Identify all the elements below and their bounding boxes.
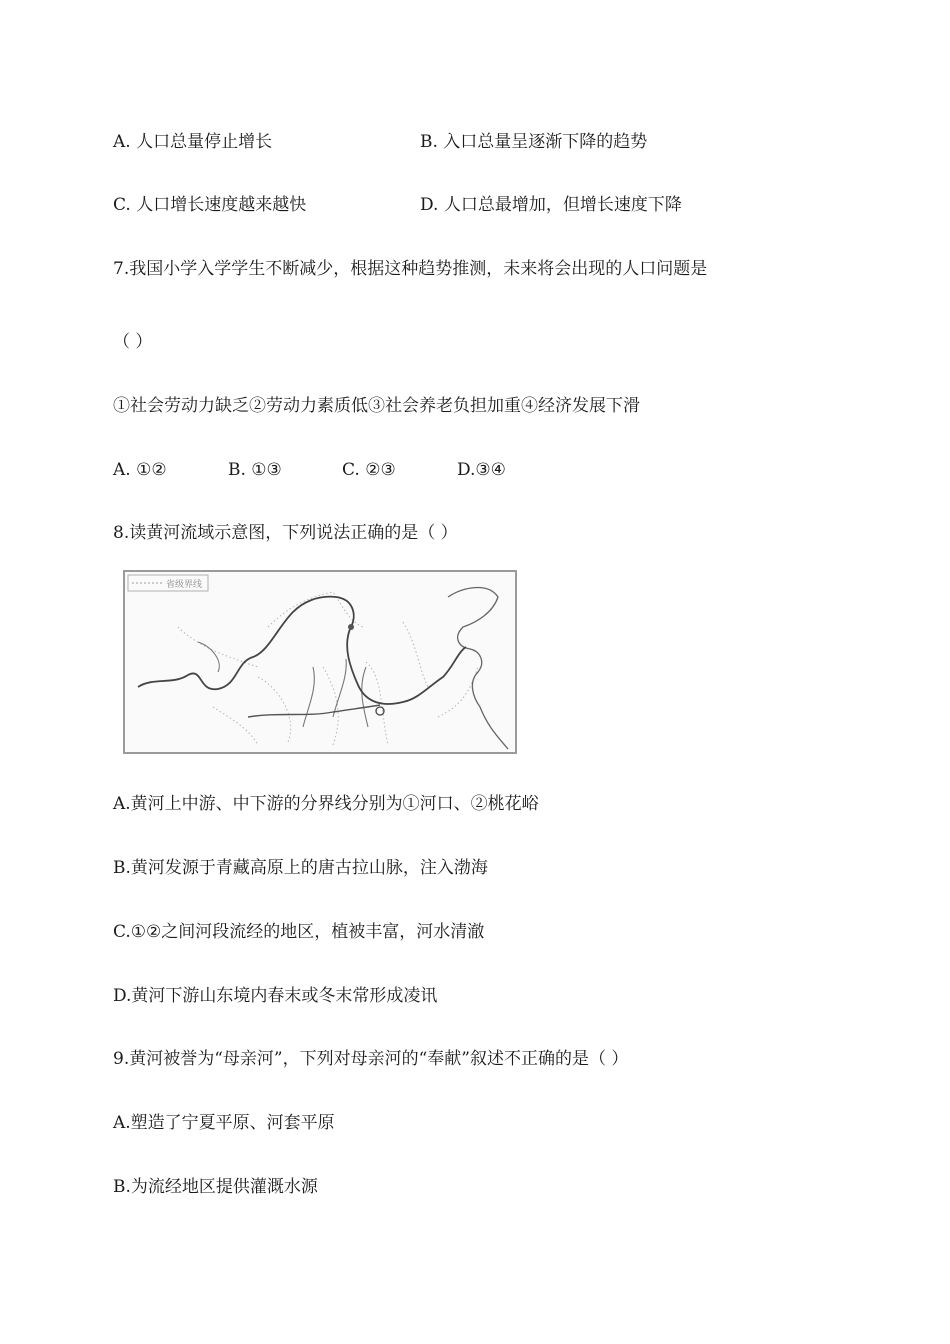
q7-statements: ①社会劳动力缺乏②劳动力素质低③社会养老负担加重④经济发展下滑 bbox=[113, 396, 640, 416]
q8-stem: 8.读黄河流域示意图，下列说法正确的是（ ） bbox=[113, 523, 458, 543]
q8-option-d: D.黄河下游山东境内春末或冬末常形成凌讯 bbox=[113, 986, 438, 1006]
marker-1-icon bbox=[348, 624, 354, 630]
q7-option-a: A. ①② bbox=[113, 460, 167, 480]
q7-option-b: B. ①③ bbox=[228, 460, 282, 480]
q7-answer-blank: （ ） bbox=[113, 332, 153, 352]
q7-option-c: C. ②③ bbox=[342, 460, 396, 480]
map-legend-label: 省级界线 bbox=[166, 580, 203, 590]
q6-option-d: D. 人口总最增加，但增长速度下降 bbox=[420, 195, 682, 215]
q6-option-c: C. 人口增长速度越来越快 bbox=[113, 195, 307, 215]
q8-option-c: C.①②之间河段流经的地区，植被丰富，河水清澈 bbox=[113, 922, 485, 942]
q8-option-a: A.黄河上中游、中下游的分界线分别为①河口、②桃花峪 bbox=[113, 794, 539, 814]
q6-option-b: B. 入口总量呈逐渐下降的趋势 bbox=[420, 132, 648, 152]
q8-option-b: B.黄河发源于青藏高原上的唐古拉山脉，注入渤海 bbox=[113, 858, 488, 878]
q7-option-d: D.③④ bbox=[457, 460, 506, 480]
yellow-river-basin-map bbox=[118, 567, 528, 762]
q6-option-a: A. 人口总量停止增长 bbox=[113, 132, 273, 152]
q9-stem: 9.黄河被誉为“母亲河”，下列对母亲河的“奉献”叙述不正确的是（ ） bbox=[113, 1049, 629, 1069]
q9-option-a: A.塑造了宁夏平原、河套平原 bbox=[113, 1113, 335, 1133]
q9-option-b: B.为流经地区提供灌溉水源 bbox=[113, 1177, 318, 1197]
q7-stem: 7.我国小学入学学生不断减少，根据这种趋势推测，未来将会出现的人口问题是 bbox=[113, 259, 708, 279]
map-figure bbox=[118, 567, 528, 762]
